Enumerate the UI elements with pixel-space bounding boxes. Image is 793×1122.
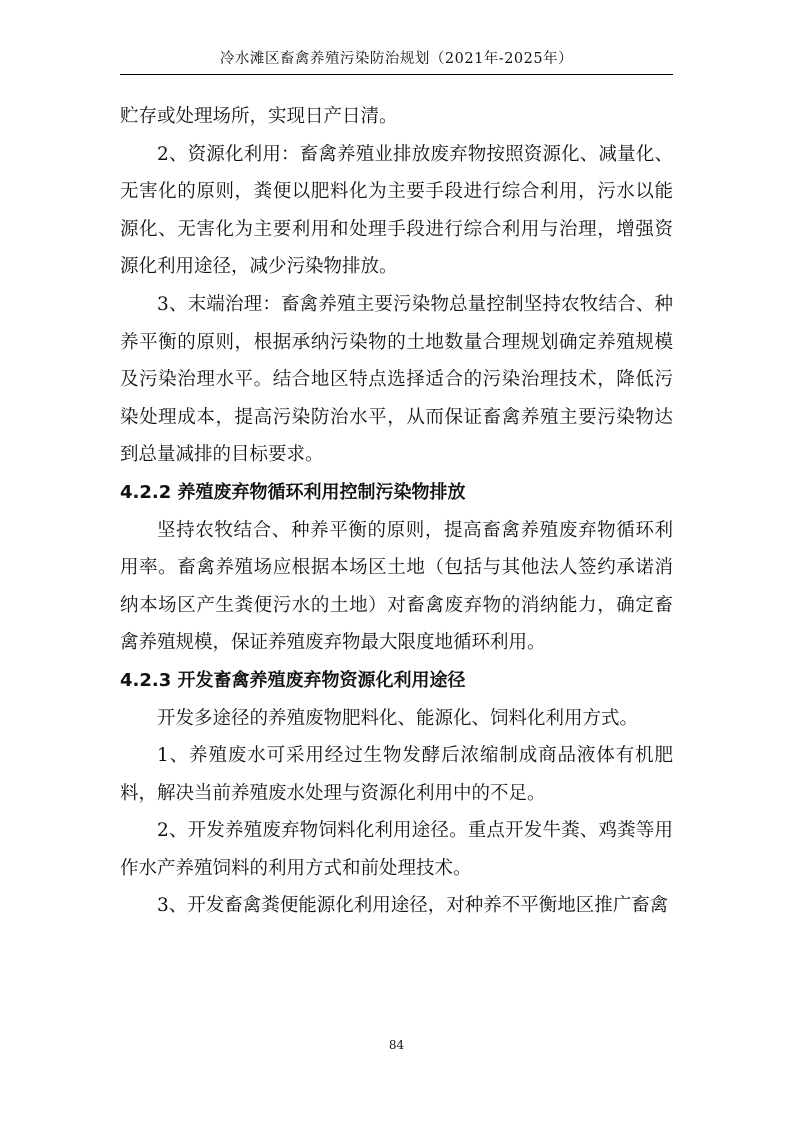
section-heading-4-2-2: 4.2.2 养殖废弃物循环利用控制污染物排放	[120, 481, 466, 503]
paragraph-wastewater-fertilizer: 1、养殖废水可采用经过生物发酵后浓缩制成商品液体有机肥料，解决当前养殖废水处理与资源化利用中的不足。	[120, 745, 673, 804]
paragraph-recycling: 坚持农牧结合、种养平衡的原则，提高畜禽养殖废弃物循环利用率。畜禽养殖场应根据本场区土地（包括与其他法人签约承诺消纳本场区产生粪便污水的土地）对畜禽废弃物的消纳能力，确定畜禽养殖规模，保证养殖废弃物最大限度地循环利用。	[120, 519, 673, 654]
paragraph-resource-utilization: 2、资源化利用：畜禽养殖业排放废弃物按照资源化、减量化、无害化的原则，粪便以肥料化为主要手段进行综合利用，污水以能源化、无害化为主要利用和处理手段进行综合利用与治理，增强资源化利用途径，减少污染物排放。	[120, 143, 673, 278]
paragraph-feed-utilization: 2、开发养殖废弃物饲料化利用途径。重点开发牛粪、鸡粪等用作水产养殖饲料的利用方式和前处理技术。	[120, 820, 673, 879]
section-heading-4-2-3: 4.2.3 开发畜禽养殖废弃物资源化利用途径	[120, 669, 466, 691]
paragraph-storage-continuation: 贮存或处理场所，实现日产日清。	[120, 106, 398, 127]
paragraph-energy-utilization: 3、开发畜禽粪便能源化利用途径，对种养不平衡地区推广畜禽	[157, 895, 669, 917]
header-rule	[120, 74, 673, 75]
document-body	[120, 98, 673, 925]
page-number: 84	[388, 1038, 405, 1052]
running-header: 冷水滩区畜禽养殖污染防治规划（2021年-2025年）	[219, 51, 574, 67]
paragraph-multi-pathway: 开发多途径的养殖废物肥料化、能源化、饲料化利用方式。	[157, 707, 639, 729]
paragraph-end-treatment: 3、末端治理：畜禽养殖主要污染物总量控制坚持农牧结合、种养平衡的原则，根据承纳污染物的土地数量合理规划确定养殖规模及污染治理水平。结合地区特点选择适合的污染治理技术，降低污染处理成本，提高污染防治水平，从而保证畜禽养殖主要污染物达到总量减排的目标要求。	[120, 293, 673, 466]
